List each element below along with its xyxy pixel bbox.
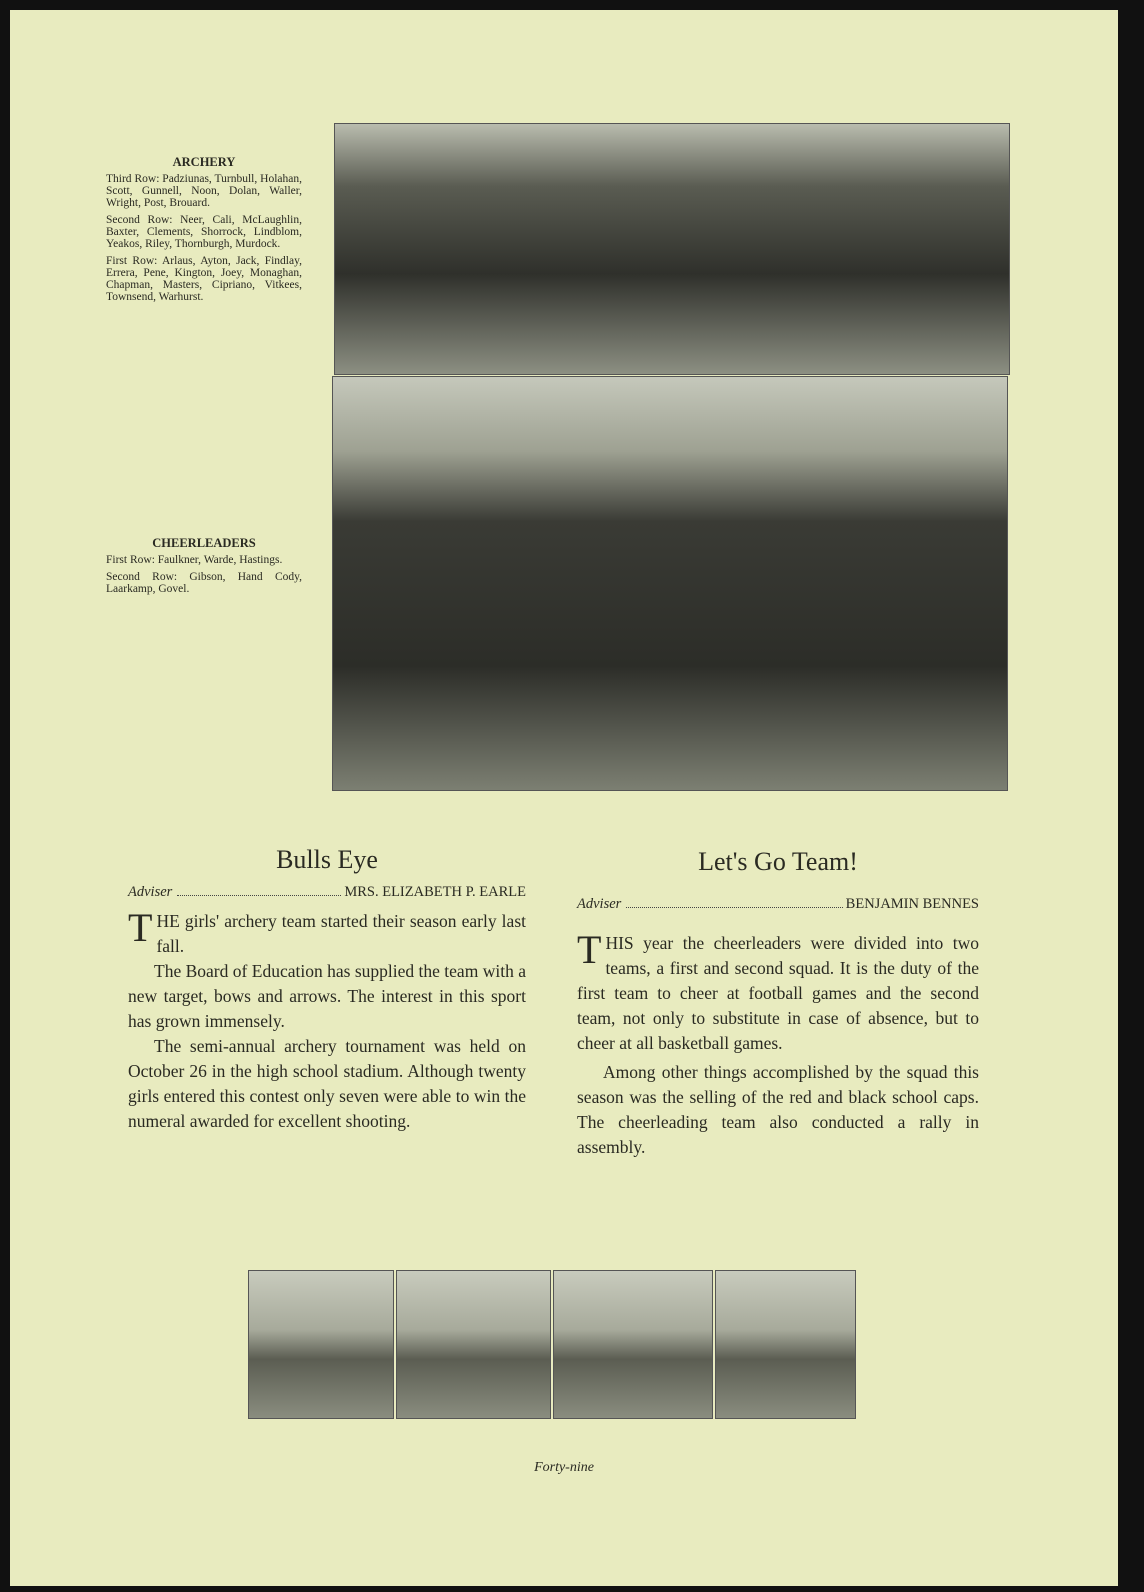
yearbook-page bbox=[10, 10, 1118, 1586]
left-article bbox=[128, 844, 526, 1134]
right-article-title: Let's Go Team! bbox=[698, 847, 858, 876]
adviser-name: MRS. ELIZABETH P. EARLE bbox=[344, 884, 526, 900]
left-paragraph-1: THE girls' archery team started their season early last fall. bbox=[128, 905, 526, 956]
archery-third-row: Third Row: Padziunas, Turnbull, Holahan, Scott, Gunnell, Noon, Dolan, Waller, Wright, Post, Brouard. bbox=[106, 173, 302, 209]
right-adviser-line bbox=[577, 892, 979, 917]
cheerleaders-photo bbox=[332, 376, 1008, 791]
snapshot-cheer-1 bbox=[553, 1270, 713, 1419]
snapshot-archery-2 bbox=[396, 1270, 551, 1419]
snapshot-archery-1 bbox=[248, 1270, 394, 1419]
right-paragraph-2: Among other things accomplished by the squad this season was the selling of the red and black school caps. The cheerleading team also conducted a rally in assembly. bbox=[577, 1062, 979, 1157]
adviser-name: BENJAMIN BENNES bbox=[845, 896, 979, 912]
left-article-title: Bulls Eye bbox=[276, 845, 378, 874]
drop-cap: T bbox=[577, 927, 602, 972]
page-number: Forty-nine bbox=[534, 1460, 594, 1475]
archery-caption bbox=[106, 156, 302, 308]
cheer-first-row: First Row: Faulkner, Warde, Hastings. bbox=[106, 554, 283, 566]
drop-cap: T bbox=[128, 905, 153, 950]
archery-first-row: First Row: Arlaus, Ayton, Jack, Findlay, Errera, Pene, Kington, Joey, Monaghan, Chapman, Masters, Cipriano, Vitkees, Townsend, Warhurst. bbox=[106, 255, 302, 303]
cheer-caption bbox=[106, 537, 302, 600]
left-adviser-line bbox=[128, 880, 526, 905]
left-paragraph-2: The Board of Education has supplied the team with a new target, bows and arrows. The interest in this sport has grown immensely. bbox=[128, 961, 526, 1031]
archery-caption-title: ARCHERY bbox=[172, 155, 236, 169]
archery-team-photo bbox=[334, 123, 1010, 375]
archery-second-row: Second Row: Neer, Cali, McLaughlin, Baxter, Clements, Shorrock, Lindblom, Yeakos, Riley, Thornburgh, Murdock. bbox=[106, 214, 302, 250]
right-paragraph-1: THIS year the cheerleaders were divided into two teams, a first and second squad. It is the duty of the first team to cheer at football games and the second team, not only to substitute in case of absence, but to cheer at all basketball games. bbox=[577, 927, 979, 1053]
cheer-caption-title: CHEERLEADERS bbox=[152, 536, 256, 550]
right-article bbox=[577, 846, 979, 1160]
adviser-label: Adviser bbox=[128, 884, 173, 900]
snapshot-cheer-2 bbox=[715, 1270, 856, 1419]
left-paragraph-3: The semi-annual archery tournament was held on October 26 in the high school stadium. Although twenty girls entered this contest only seven were able to win the numeral awarded for excellent shooting. bbox=[128, 1036, 526, 1131]
cheer-second-row: Second Row: Gibson, Hand Cody, Laarkamp, Govel. bbox=[106, 571, 302, 595]
adviser-label: Adviser bbox=[577, 896, 622, 912]
